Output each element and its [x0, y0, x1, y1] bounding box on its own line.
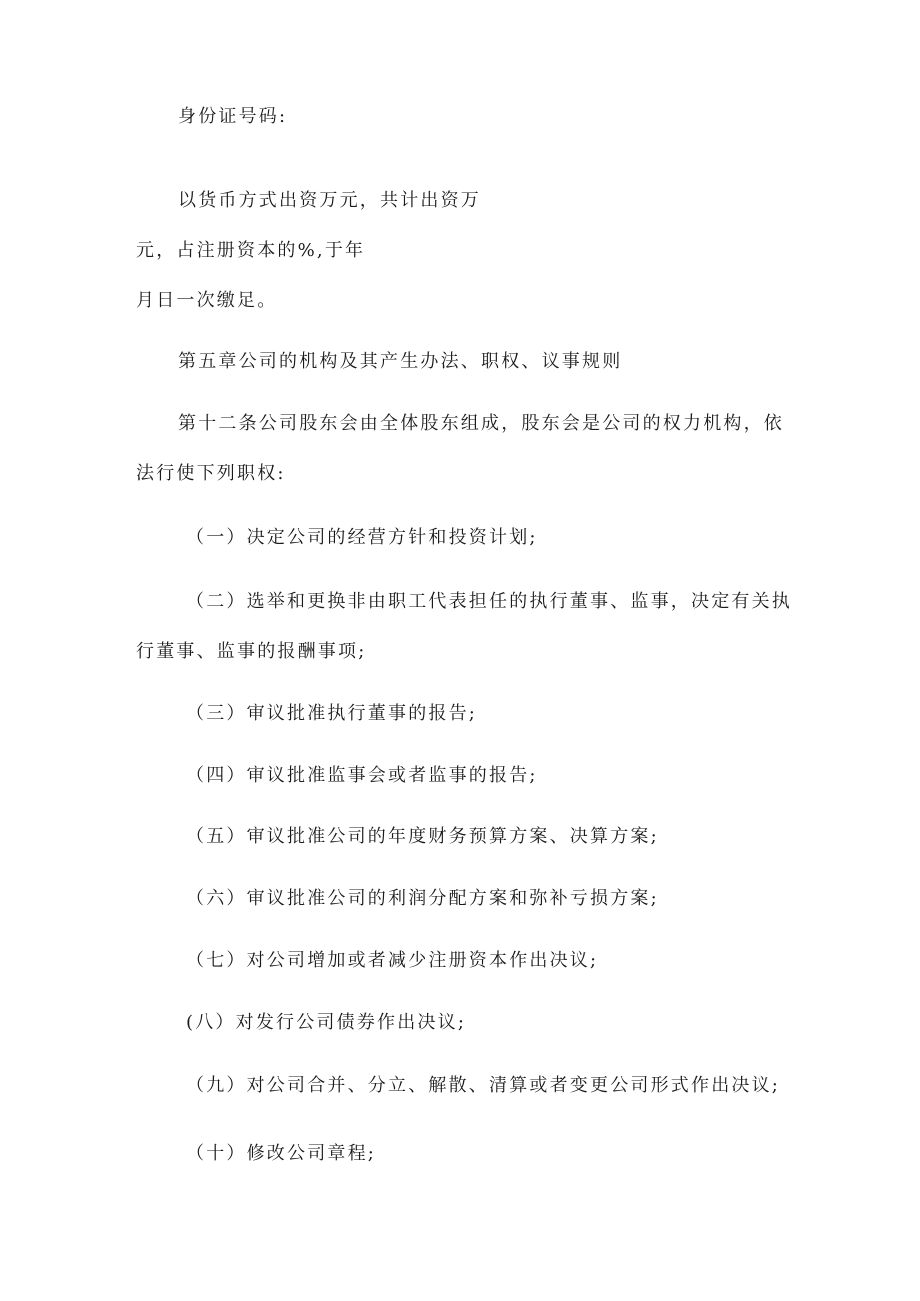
article-12-line-2: 法行使下列职权: — [136, 463, 286, 484]
power-item-9: （九）对公司合并、分立、解散、清算或者变更公司形式作出决议; — [186, 1075, 781, 1096]
contribution-line-1: 以货币方式出资万元，共计出资万 — [178, 190, 481, 211]
power-item-2-line-2: 行董事、监事的报酬事项; — [136, 641, 367, 662]
power-item-6: （六）审议批准公司的利润分配方案和弥补亏损方案; — [186, 888, 659, 909]
power-item-10: （十）修改公司章程; — [186, 1143, 377, 1164]
chapter-title: 第五章公司的机构及其产生办法、职权、议事规则 — [178, 351, 623, 372]
power-item-5: （五）审议批准公司的年度财务预算方案、决算方案; — [186, 826, 659, 847]
power-item-4: （四）审议批准监事会或者监事的报告; — [186, 765, 538, 786]
power-item-2-line-1: （二）选举和更换非由职工代表担任的执行董事、监事，决定有关执 — [186, 591, 792, 612]
power-item-7: （七）对公司增加或者减少注册资本作出决议; — [186, 950, 599, 971]
power-item-1: （一）决定公司的经营方针和投资计划; — [186, 527, 538, 548]
contribution-line-3: 月日一次缴足。 — [136, 290, 278, 311]
power-item-8: (八）对发行公司债券作出决议; — [186, 1012, 467, 1033]
id-number-label: 身份证号码: — [178, 106, 288, 127]
contribution-line-2: 元，占注册资本的%,于年 — [136, 240, 366, 261]
article-12-line-1: 第十二条公司股东会由全体股东组成，股东会是公司的权力机构，依 — [178, 413, 784, 434]
power-item-3: （三）审议批准执行董事的报告; — [186, 703, 478, 724]
